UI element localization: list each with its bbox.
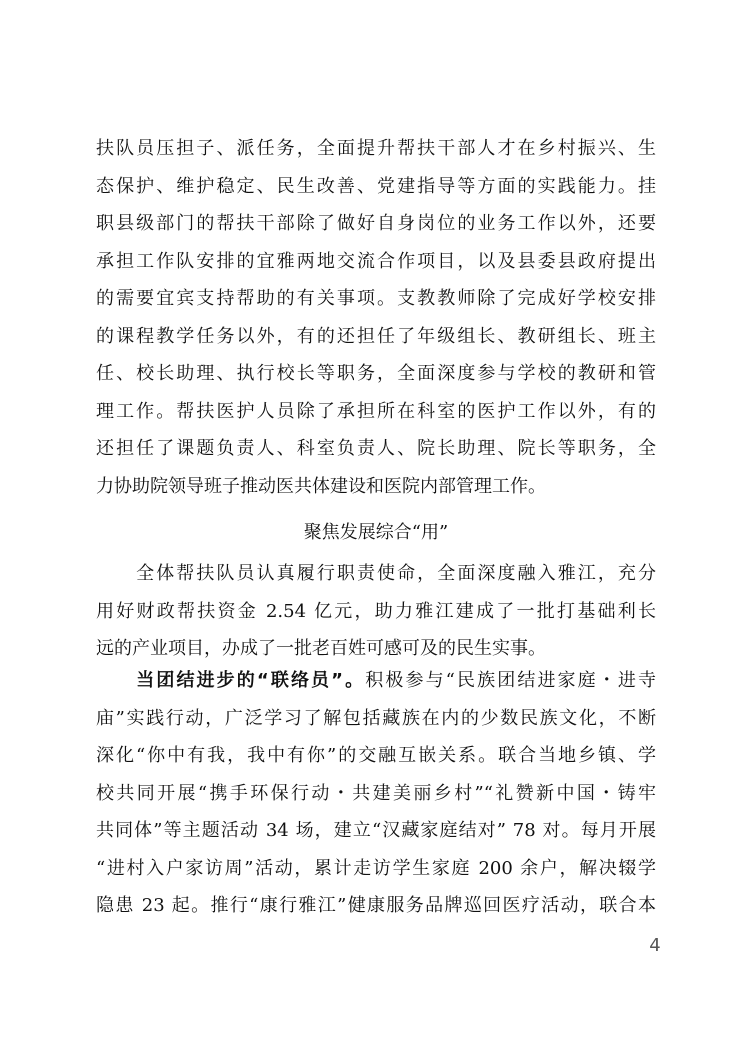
- text-line: 职县级部门的帮扶干部除了做好自身岗位的业务工作以外，还要: [96, 213, 656, 234]
- text-line: 庙”实践行动，广泛学习了解包括藏族在内的少数民族文化，不断: [96, 707, 656, 729]
- text-line: 隐患 23 起。推行“康行雅江”健康服务品牌巡回医疗活动，联合本: [96, 895, 656, 916]
- text-line: 扶队员压担子、派任务，全面提升帮扶干部人才在乡村振兴、生: [96, 138, 656, 159]
- bold-heading: 当团结进步的“联络员”。: [96, 670, 366, 691]
- text-line: “进村入户家访周”活动，累计走访学生家庭 200 余户，解决辍学: [96, 857, 656, 879]
- text-line: 校共同开展“携手环保行动・共建美丽乡村”“礼赞新中国・铸牢: [96, 782, 656, 804]
- paragraph-1: [96, 130, 656, 505]
- text-line: 态保护、维护稳定、民生改善、党建指导等方面的实践能力。挂: [96, 175, 656, 197]
- text-line: 远的产业项目，办成了一批老百姓可感可及的民生实事。: [96, 638, 546, 659]
- paragraph-2: [96, 555, 656, 668]
- text-line: 的需要宜宾支持帮助的有关事项。支教教师除了完成好学校安排: [96, 288, 656, 309]
- text-run: 积极参与“民族团结进家庭・进寺: [365, 670, 656, 691]
- text-line: 深化“你中有我，我中有你”的交融互嵌关系。联合当地乡镇、学: [96, 745, 656, 766]
- paragraph-3: [96, 662, 656, 925]
- text-line: 理工作。帮扶医护人员除了承担所在科室的医护工作以外，有的: [96, 400, 656, 422]
- text-line: 承担工作队安排的宜雅两地交流合作项目，以及县委县政府提出: [96, 250, 656, 272]
- text-line: 全体帮扶队员认真履行职责使命，全面深度融入雅江，充分: [96, 563, 656, 584]
- text-line: 力协助院领导班子推动医共体建设和医院内部管理工作。: [96, 475, 546, 497]
- text-line: 共同体”等主题活动 34 场，建立“汉藏家庭结对” 78 对。每月开展: [96, 820, 656, 841]
- text-line: 任、校长助理、执行校长等职务，全面深度参与学校的教研和管: [96, 363, 656, 384]
- section-title: 聚焦发展综合“用”: [303, 522, 449, 543]
- text-line: 用好财政帮扶资金 2.54 亿元，助力雅江建成了一批打基础利长: [96, 600, 656, 622]
- text-line-first: [96, 662, 656, 700]
- text-line: 还担任了课题负责人、科室负责人、院长助理、院长等职务，全: [96, 438, 656, 459]
- text-line: 的课程教学任务以外，有的还担任了年级组长、教研组长、班主: [96, 325, 656, 347]
- page-number: 4: [649, 935, 661, 956]
